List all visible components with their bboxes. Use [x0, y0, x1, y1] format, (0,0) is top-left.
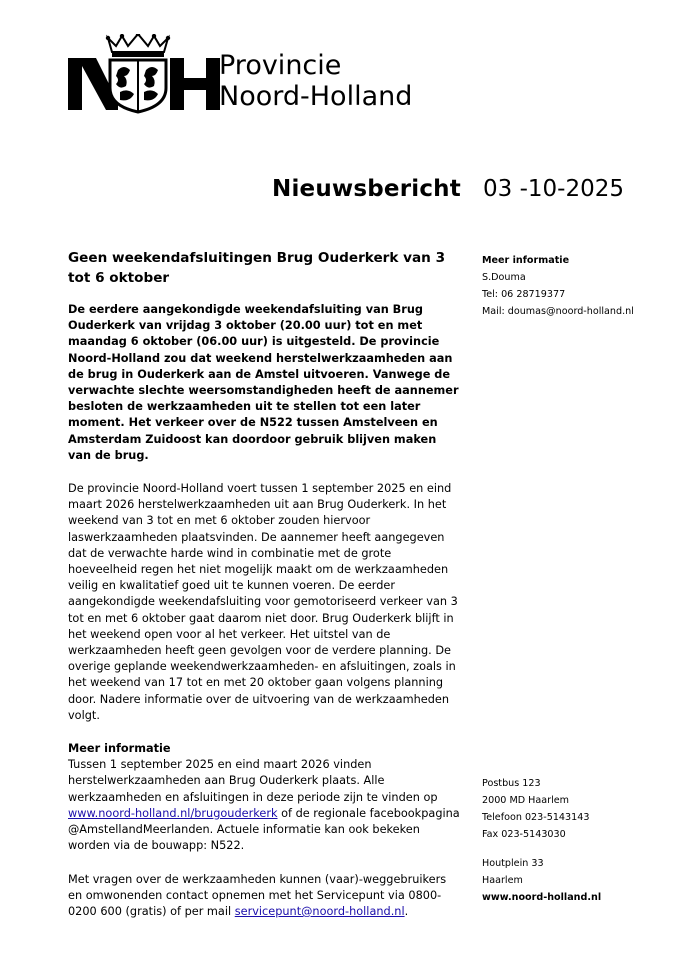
more-info-paragraph — [68, 757, 463, 854]
visit-city: Haarlem — [482, 875, 523, 886]
more-info-text: Tussen 1 september 2025 en eind maart 2026 vinden herstelwerkzaamheden aan Brug Ouderkerk plaats. Alle werkzaamheden en afsluitingen in deze periode zijn te vinden op — [68, 758, 438, 804]
postbus: Postbus 123 — [482, 778, 541, 789]
sidebar-contact-heading: Meer informatie — [482, 255, 570, 266]
contact-paragraph — [68, 872, 463, 921]
sidebar-postal-address — [482, 775, 672, 843]
servicepunt-email-link[interactable]: servicepunt@noord-holland.nl — [234, 904, 405, 918]
telephone: Telefoon 023-5143143 — [482, 812, 590, 823]
more-info-text-cont: of de regionale facebookpagina @AmstellandMeerlanden. Actuele informatie kan ook bekeken worden via de bouwapp: N522. — [68, 806, 460, 853]
document-type: Nieuwsbericht — [272, 176, 461, 202]
more-info-heading: Meer informatie — [68, 742, 171, 756]
sidebar-contact-phone: Tel: 06 28719377 — [482, 289, 566, 300]
article — [68, 249, 463, 937]
article-body: De provincie Noord-Holland voert tussen 1 september 2025 en eind maart 2026 herstelwerkzaamheden uit aan Brug Ouderkerk. In het weekend van 3 tot en met 6 oktober zouden hiervoor laswerkzaamheden plaatsvinden. De aannemer heeft aangegeven dat de verwachte harde wind in combinatie met de grote hoeveelheid regen het niet mogelijk maakt om de werkzaamheden veilig en kwalitatief goed uit te kunnen voeren. De eerder aangekondigde weekendafsluiting voor gemotoriseerd verkeer van 3 tot en met 6 oktober gaat daarom niet door. Brug Ouderkerk blijft in het weekend open voor al het verkeer. Het uitstel van de werkzaamheden heeft geen gevolgen voor de verdere planning. De overige geplande weekendwerkzaamheden- en afsluitingen, zoals in het weekend van 17 tot en met 20 oktober gaan volgens planning door. Nadere informatie over de uitvoering van de werkzaamheden volgt. — [68, 482, 458, 722]
coat-of-arms-icon — [66, 34, 226, 114]
sidebar-contact-name: S.Douma — [482, 272, 526, 283]
website: www.noord-holland.nl — [482, 892, 602, 903]
article-lead: De eerdere aangekondigde weekendafsluiting van Brug Ouderkerk van vrijdag 3 oktober (20.00 uur) tot en met maandag 6 oktober (06.00 uur) is uitgesteld. De provincie Noord-Holland zou dat weekend herstelwerkzaamheden aan de brug in Ouderkerk aan de Amstel uitvoeren. Vanwege de verwachte slechte weersomstandigheden heeft de aannemer besloten de werkzaamheden uit te stellen tot een later moment. Het verkeer over de N522 tussen Amstelveen en Amsterdam Zuidoost kan doordoor gebruik blijven maken van de brug. — [68, 303, 459, 462]
postcode-city: 2000 MD Haarlem — [482, 795, 570, 806]
sidebar-contact — [482, 252, 672, 320]
org-name-line2: Noord-Holland — [219, 81, 413, 112]
fax: Fax 023-5143030 — [482, 829, 566, 840]
org-name-line1: Provincie — [219, 50, 342, 81]
contact-text-end: . — [404, 904, 409, 918]
project-webpage-link[interactable]: www.noord-holland.nl/brugouderkerk — [68, 806, 278, 820]
visit-street: Houtplein 33 — [482, 858, 544, 869]
article-title: Geen weekendafsluitingen Brug Ouderkerk van 3 tot 6 oktober — [68, 250, 446, 286]
contact-text: Met vragen over de werkzaamheden kunnen (vaar)-weggebruikers en omwonenden contact opnemen met het Servicepunt via 0800-0200 600 (gratis) of per mail — [68, 872, 447, 918]
sidebar-visit-address — [482, 855, 672, 906]
sidebar-contact-email: Mail: doumas@noord-holland.nl — [482, 306, 634, 317]
organization-name — [219, 50, 412, 112]
document-date: 03 -10-2025 — [483, 176, 624, 202]
